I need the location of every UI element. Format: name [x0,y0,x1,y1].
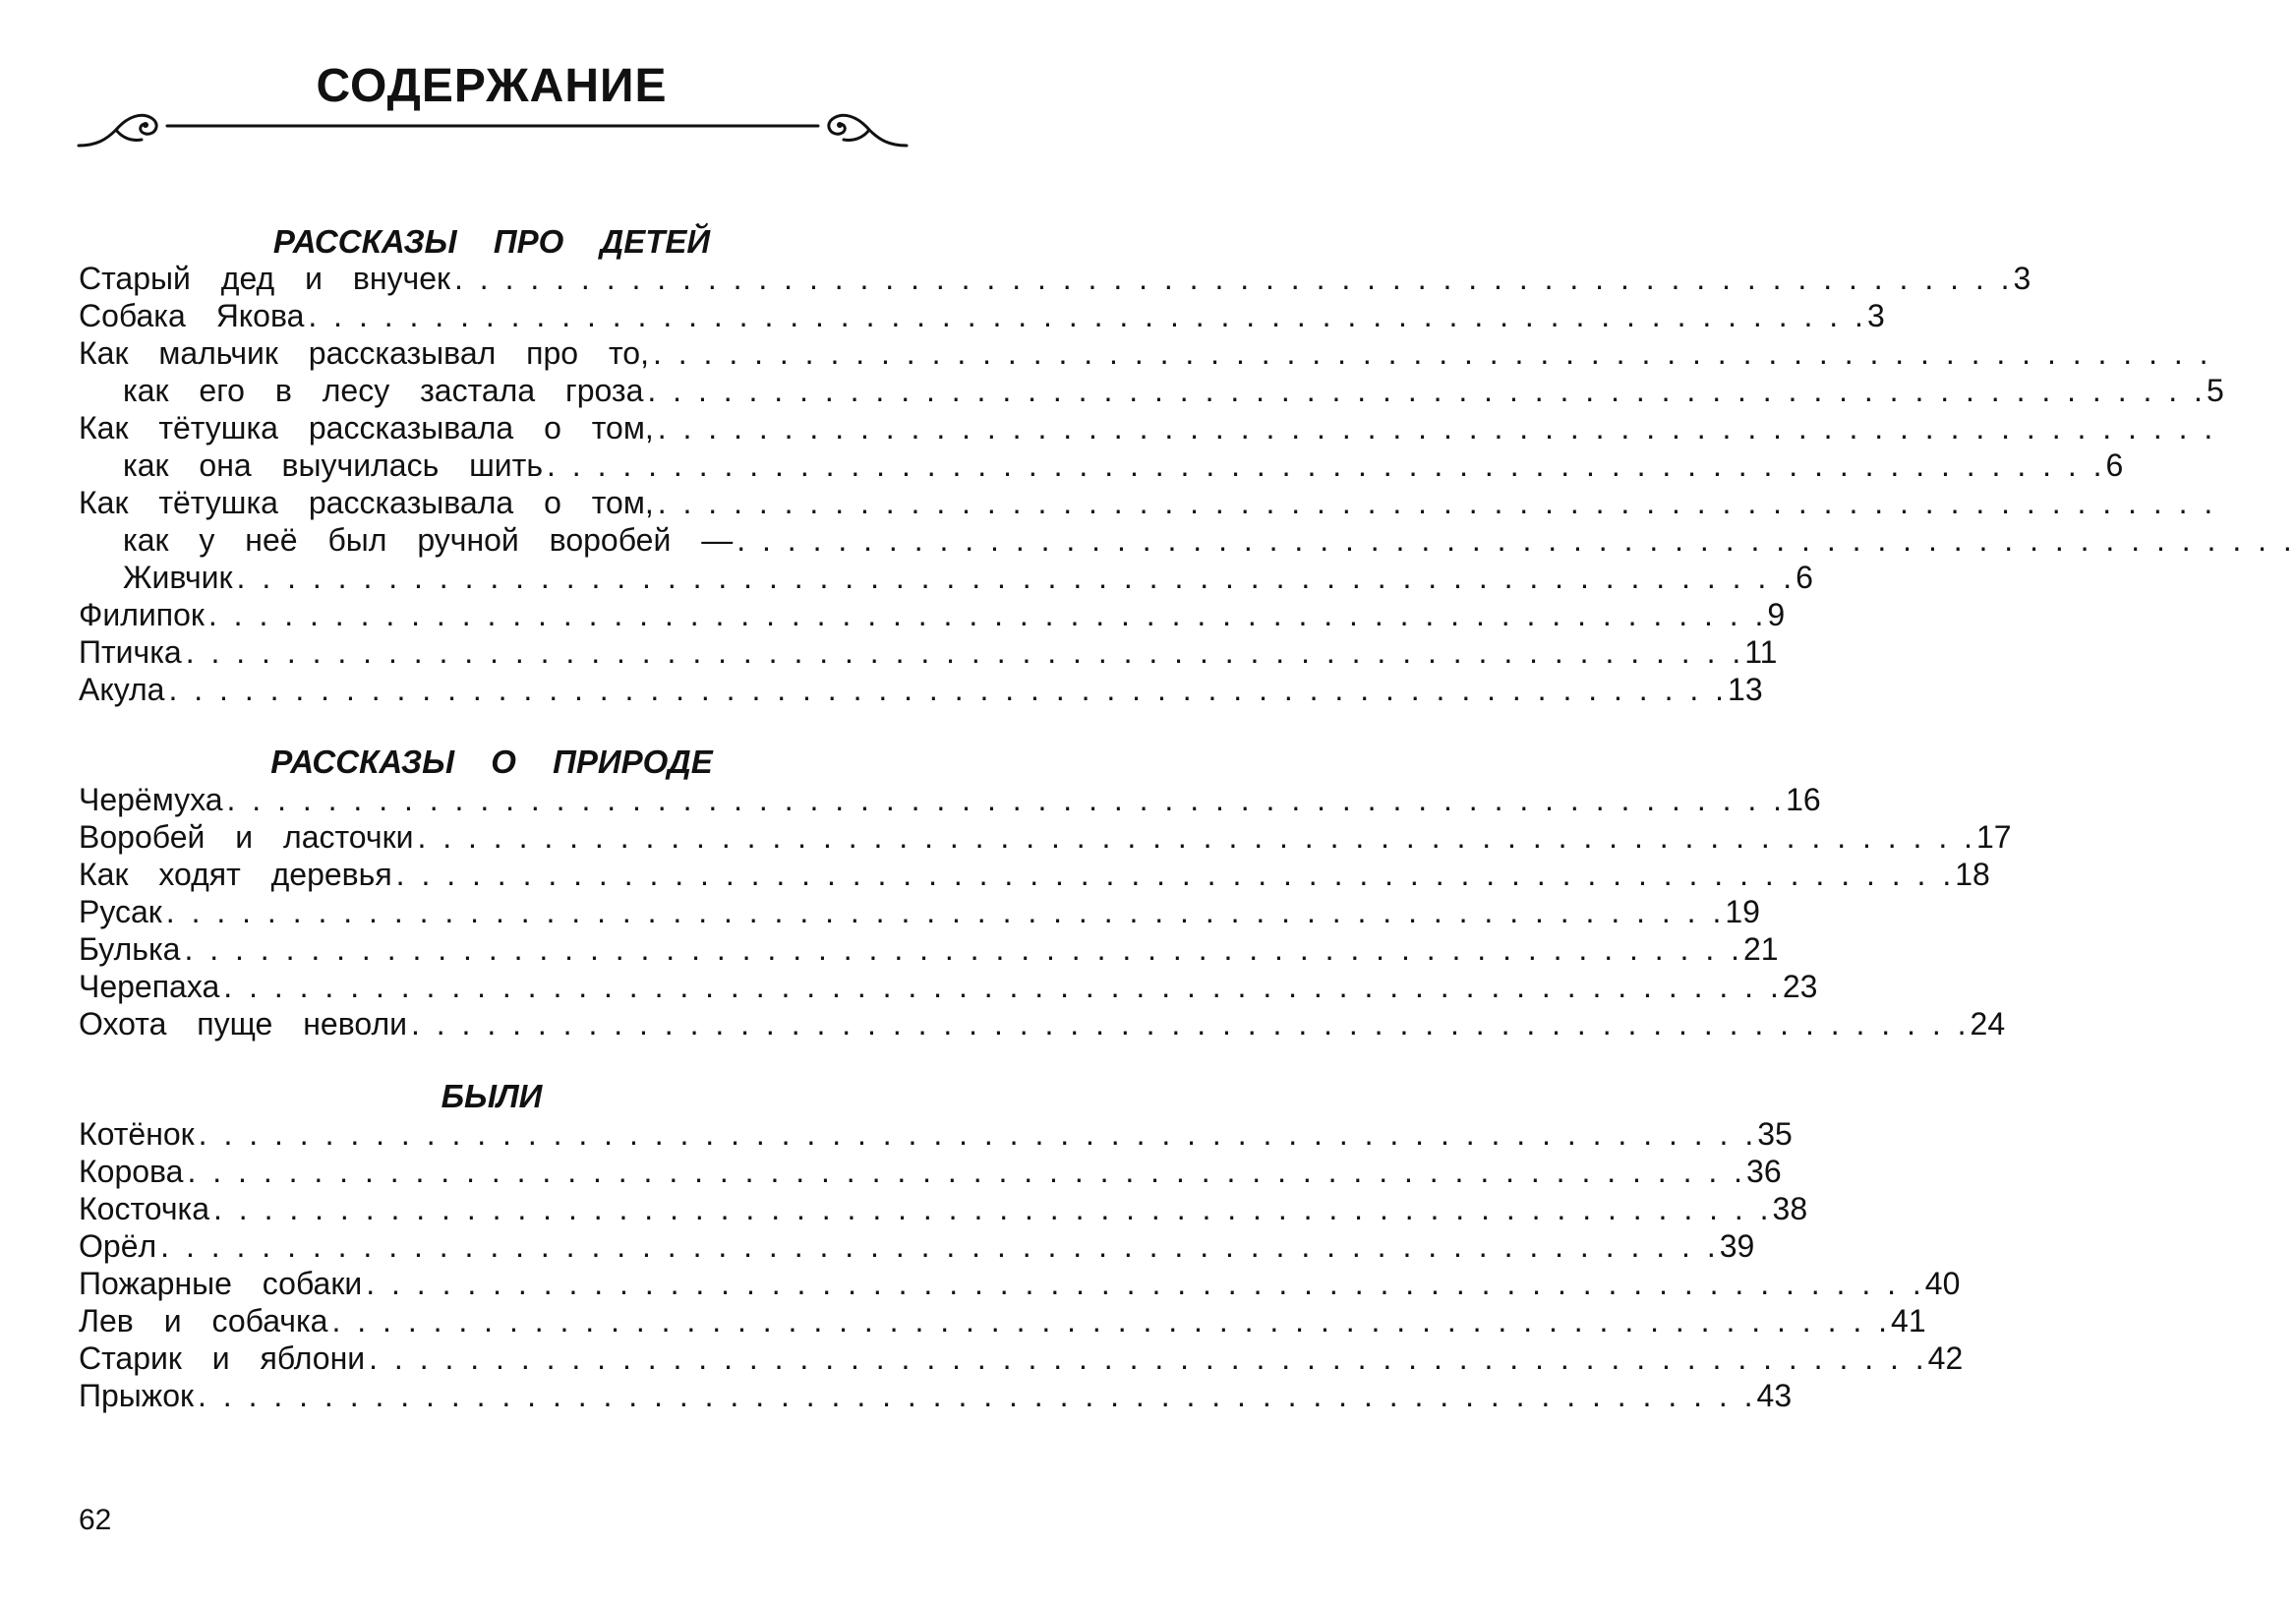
toc-entry-title: Филипок [79,597,205,632]
toc-entry-title: Пожарные собаки [79,1266,363,1301]
toc-entry-title: Акула [79,672,165,707]
toc-entry [79,893,1760,931]
toc-entry [79,1190,1808,1228]
toc-entry-title: Лев и собачка [79,1303,328,1339]
toc-entry-title: Как мальчик рассказывал про то, [79,335,649,371]
toc-entry [79,1005,2006,1043]
toc-entry-title: Воробей и ласточки [79,819,414,855]
dot-leader: . . . . . . . . . . . . . . . . . . . . . . . . . . . . . . . . . . . . . . . . . . . . . . . . . . . . . . . . . . . . . . [236,560,1796,595]
toc-entry-page: 11 [1744,634,1778,670]
toc-entry [79,334,2212,373]
toc-entry-title: Котёнок [79,1116,195,1152]
toc-entry-page: 23 [1782,969,1818,1004]
dot-leader: . . . . . . . . . . . . . . . . . . . . . . . . . . . . . . . . . . . . . . . . . . . . . . . . . . . . . . . . . . . . . . [165,894,1726,929]
toc-entry-title: Черепаха [79,969,220,1004]
toc-entry-page: 16 [1786,782,1821,817]
toc-entry [79,968,1818,1006]
dot-leader: . . . . . . . . . . . . . . . . . . . . . . . . . . . . . . . . . . . . . . . . . . . . . . . . . . . . . . . . . . . . . . [198,1116,1758,1152]
toc-entry [79,633,1778,672]
toc-entry [79,1153,1782,1191]
toc-entry [79,260,2031,298]
toc-entry [79,1302,1926,1340]
toc-entry-page: 19 [1725,894,1760,929]
toc-entry-page: 17 [1975,819,2012,855]
dot-leader: . . . . . . . . . . . . . . . . . . . . . . . . . . . . . . . . . . . . . . . . . . . . . . . . . . . . . . . . . . . . . . [223,969,1783,1004]
dot-leader: . . . . . . . . . . . . . . . . . . . . . . . . . . . . . . . . . . . . . . . . . . . . . . . . . . . . . . . . . . . . . . [410,1006,1971,1042]
toc-entry [79,930,1779,969]
page-number: 62 [79,1504,112,1536]
toc-entry [123,559,1813,597]
toc-entry [79,297,1885,335]
toc-entry-title: Как тётушка рассказывала о том, [79,410,654,446]
toc-entry-page: 9 [1767,597,1786,632]
toc-entry-page: 39 [1719,1228,1755,1264]
dot-leader: . . . . . . . . . . . . . . . . . . . . . . . . . . . . . . . . . . . . . . . . . . . . . . . . . . . . . . . . . . . . . . [160,1228,1720,1264]
dot-leader: . . . . . . . . . . . . . . . . . . . . . . . . . . . . . . . . . . . . . . . . . . . . . . . . . . . . . . . . . . . . . . [657,485,2217,520]
toc-entry [79,1377,1793,1415]
toc-entry-page: 6 [1796,560,1813,595]
toc-entry-title: как у неё был ручной воробей — [123,522,734,558]
toc-entry-title: Прыжок [79,1378,194,1413]
dot-leader: . . . . . . . . . . . . . . . . . . . . . . . . . . . . . . . . . . . . . . . . . . . . . . . . . . . . . . . . . . . . . . [331,1303,1892,1339]
toc-entry-page: 40 [1924,1266,1961,1301]
toc-entry [79,1339,1964,1378]
toc-entry-page: 24 [1970,1006,2006,1042]
dot-leader: . . . . . . . . . . . . . . . . . . . . . . . . . . . . . . . . . . . . . . . . . . . . . . . . . . . . . . . . . . . . . . [652,335,2212,371]
toc-entry-title: Русак [79,894,162,929]
dot-leader: . . . . . . . . . . . . . . . . . . . . . . . . . . . . . . . . . . . . . . . . . . . . . . . . . . . . . . . . . . . . . . [736,522,2296,558]
dot-leader: . . . . . . . . . . . . . . . . . . . . . . . . . . . . . . . . . . . . . . . . . . . . . . . . . . . . . . . . . . . . . . [547,447,2106,483]
toc-entry-title: Как ходят деревья [79,857,392,892]
dot-leader: . . . . . . . . . . . . . . . . . . . . . . . . . . . . . . . . . . . . . . . . . . . . . . . . . . . . . . . . . . . . . . [226,782,1787,817]
toc-entry-title: Старый дед и внучек [79,261,450,296]
toc-entry [79,818,2012,857]
toc-entry [79,1265,1961,1303]
toc-entry-page: 3 [1866,298,1885,333]
toc-entry [79,1115,1793,1154]
toc-entry-page: 38 [1772,1191,1808,1226]
toc-entry-title: Как тётушка рассказывала о том, [79,485,654,520]
dot-leader: . . . . . . . . . . . . . . . . . . . . . . . . . . . . . . . . . . . . . . . . . . . . . . . . . . . . . . . . . . . . . . [308,298,1867,333]
toc-entry-title: Булька [79,931,181,967]
dot-leader: . . . . . . . . . . . . . . . . . . . . . . . . . . . . . . . . . . . . . . . . . . . . . . . . . . . . . . . . . . . . . . [187,1154,1747,1189]
toc-entry [123,372,2224,410]
dot-leader: . . . . . . . . . . . . . . . . . . . . . . . . . . . . . . . . . . . . . . . . . . . . . . . . . . . . . . . . . . . . . . [168,672,1729,707]
toc-entry-title: Живчик [123,560,233,595]
section-title: РАССКАЗЫ О ПРИРОДЕ [270,744,713,780]
dot-leader: . . . . . . . . . . . . . . . . . . . . . . . . . . . . . . . . . . . . . . . . . . . . . . . . . . . . . . . . . . . . . . [647,373,2207,408]
toc-entry-title: Старик и яблони [79,1340,366,1376]
toc-entry-page: 43 [1756,1378,1793,1413]
toc-entry-page: 6 [2105,447,2124,483]
toc-entry-title: Собака Якова [79,298,305,333]
dot-leader: . . . . . . . . . . . . . . . . . . . . . . . . . . . . . . . . . . . . . . . . . . . . . . . . . . . . . . . . . . . . . . [417,819,1976,855]
toc-entry-page: 35 [1757,1116,1793,1152]
toc-entry-title: как она выучилась шить [123,447,543,483]
toc-entry [79,596,1786,634]
dot-leader: . . . . . . . . . . . . . . . . . . . . . . . . . . . . . . . . . . . . . . . . . . . . . . . . . . . . . . . . . . . . . . [454,261,2014,296]
dot-leader: . . . . . . . . . . . . . . . . . . . . . . . . . . . . . . . . . . . . . . . . . . . . . . . . . . . . . . . . . . . . . . [657,410,2217,446]
dot-leader: . . . . . . . . . . . . . . . . . . . . . . . . . . . . . . . . . . . . . . . . . . . . . . . . . . . . . . . . . . . . . . [395,857,1956,892]
toc-entry-title: Орёл [79,1228,157,1264]
toc-entry-title: Птичка [79,634,182,670]
toc-entry-page: 13 [1728,672,1763,707]
toc-entry-title: как его в лесу застала гроза [123,373,644,408]
dot-leader: . . . . . . . . . . . . . . . . . . . . . . . . . . . . . . . . . . . . . . . . . . . . . . . . . . . . . . . . . . . . . . [213,1191,1773,1226]
toc-entry-page: 18 [1955,857,1990,892]
toc-entry-page: 36 [1746,1154,1782,1189]
toc-entry [79,1227,1755,1266]
toc-entry-page: 41 [1891,1303,1926,1339]
toc-entry-page: 3 [2013,261,2031,296]
dot-leader: . . . . . . . . . . . . . . . . . . . . . . . . . . . . . . . . . . . . . . . . . . . . . . . . . . . . . . . . . . . . . . [369,1340,1928,1376]
dot-leader: . . . . . . . . . . . . . . . . . . . . . . . . . . . . . . . . . . . . . . . . . . . . . . . . . . . . . . . . . . . . . . [184,931,1743,967]
toc-entry-title: Косточка [79,1191,209,1226]
toc-entry [79,671,1763,709]
toc-entry-page: 21 [1742,931,1779,967]
toc-entry-page: 5 [2206,373,2224,408]
dot-leader: . . . . . . . . . . . . . . . . . . . . . . . . . . . . . . . . . . . . . . . . . . . . . . . . . . . . . . . . . . . . . . [198,1378,1757,1413]
dot-leader: . . . . . . . . . . . . . . . . . . . . . . . . . . . . . . . . . . . . . . . . . . . . . . . . . . . . . . . . . . . . . . [185,634,1745,670]
toc-entry [123,521,2296,560]
toc-entry-page: 42 [1927,1340,1964,1376]
section-title: БЫЛИ [441,1078,543,1114]
toc-entry [79,856,1990,894]
section-title: РАССКАЗЫ ПРО ДЕТЕЙ [272,223,711,260]
toc-entry [79,484,2217,522]
ornament-divider-icon [77,108,909,157]
page-title: СОДЕРЖАНИЕ [316,60,668,112]
toc-entry-title: Корова [79,1154,184,1189]
dot-leader: . . . . . . . . . . . . . . . . . . . . . . . . . . . . . . . . . . . . . . . . . . . . . . . . . . . . . . . . . . . . . . [366,1266,1925,1301]
toc-entry-title: Черёмуха [79,782,223,817]
toc-entry [79,409,2217,447]
toc-entry [123,446,2124,485]
toc-entry-title: Охота пуще неволи [79,1006,407,1042]
toc-entry [79,781,1821,819]
dot-leader: . . . . . . . . . . . . . . . . . . . . . . . . . . . . . . . . . . . . . . . . . . . . . . . . . . . . . . . . . . . . . . [207,597,1768,632]
